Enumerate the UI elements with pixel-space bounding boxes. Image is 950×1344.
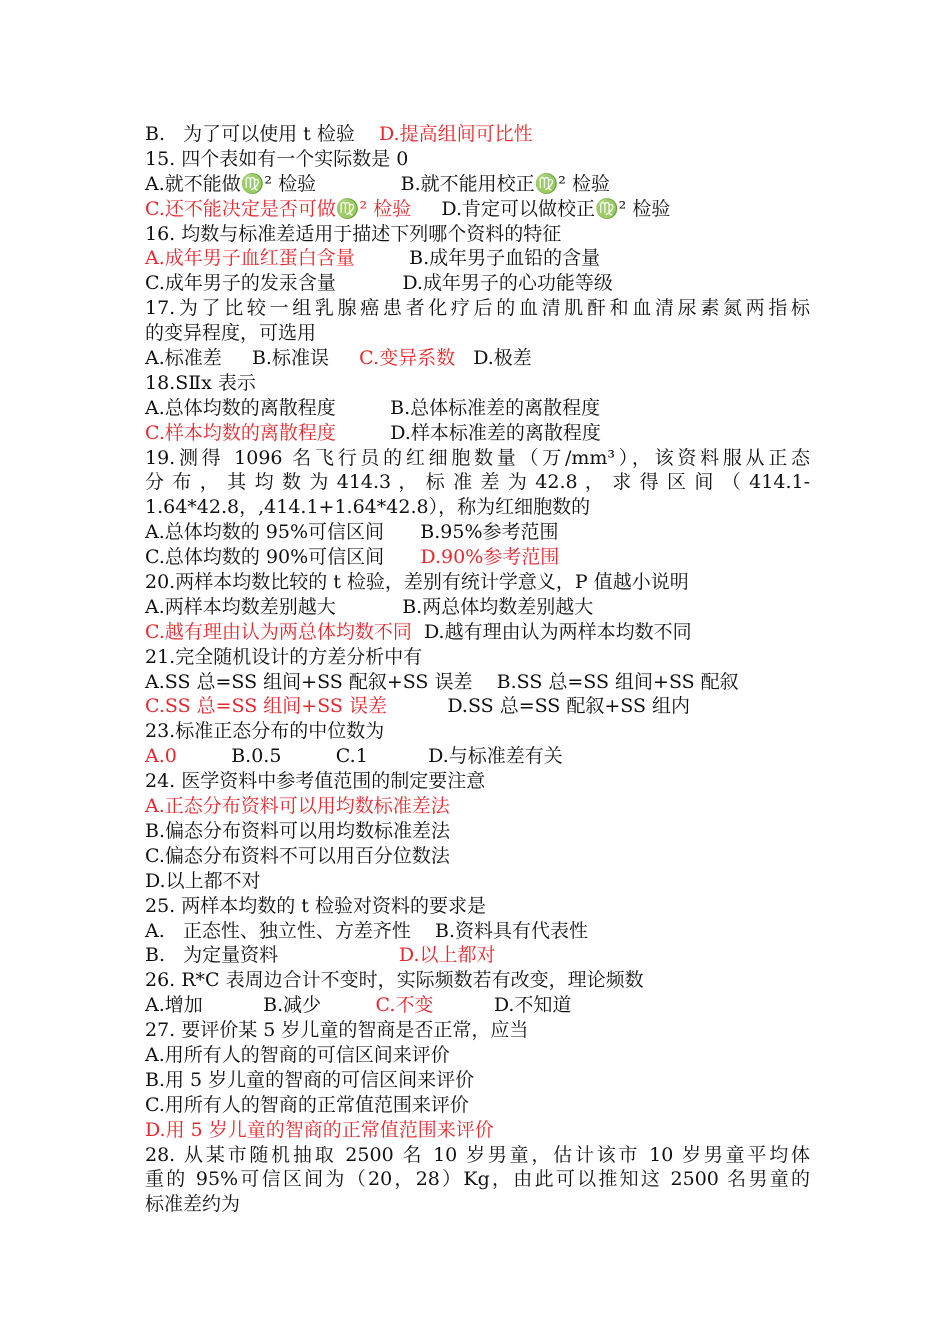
text-line <box>145 744 810 769</box>
line-text: A. 正态性、独立性、方差齐性 B.资料具有代表性 <box>145 919 589 942</box>
text-line <box>145 1093 810 1118</box>
text-line <box>145 670 810 695</box>
text-line <box>145 1068 810 1093</box>
line-text: 分 布 ， 其 均 数 为 414.3 ， 标 准 差 为 42.8 ， 求 得 区 间 （ 414.1- <box>145 471 810 494</box>
line-text: 25. 两样本均数的 t 检验对资料的要求是 <box>145 894 486 917</box>
answer-text: C.还不能决定是否可做♍² 检验 <box>145 197 412 220</box>
line-text: B. 为了可以使用 t 检验 <box>145 123 379 145</box>
text-line <box>145 321 810 346</box>
text-line <box>145 172 810 197</box>
line-text: 19.测得 1096 名飞行员的红细胞数量（万/mm³），该资料服从正态 <box>145 446 810 469</box>
line-text: A.两样本均数差别越大 B.两总体均数差别越大 <box>145 595 594 618</box>
line-text: 24. 医学资料中参考值范围的制定要注意 <box>145 770 486 793</box>
text-line <box>145 570 810 595</box>
text-line <box>145 446 810 471</box>
text-line <box>145 620 810 645</box>
line-text: D.极差 <box>455 347 532 370</box>
text-line <box>145 794 810 819</box>
text-line <box>145 968 810 993</box>
answer-text: D.用 5 岁儿童的智商的正常值范围来评价 <box>145 1118 494 1141</box>
text-line <box>145 645 810 670</box>
question-text-block <box>145 122 810 1217</box>
text-line <box>145 943 810 968</box>
line-text: B.0.5 C.1 D.与标准差有关 <box>176 745 563 768</box>
line-text: 15. 四个表如有一个实际数是 0 <box>145 147 409 170</box>
line-text: B.用 5 岁儿童的智商的可信区间来评价 <box>145 1068 475 1091</box>
answer-text: A.0 <box>145 745 177 768</box>
line-text: 21.完全随机设计的方差分析中有 <box>145 645 423 668</box>
answer-text: A.正态分布资料可以用均数标准差法 <box>145 795 450 818</box>
text-line <box>145 346 810 371</box>
text-line <box>145 694 810 719</box>
text-line <box>145 1143 810 1168</box>
line-text: A.就不能做♍² 检验 B.就不能用校正♍² 检验 <box>145 172 610 195</box>
line-text: C.成年男子的发汞含量 D.成年男子的心功能等级 <box>145 272 613 295</box>
answer-text: C.样本均数的离散程度 <box>145 421 336 444</box>
line-text: B.成年男子血铅的含量 <box>354 247 601 270</box>
text-line <box>145 1043 810 1068</box>
line-text: D.以上都不对 <box>145 869 261 892</box>
text-line <box>145 1167 810 1192</box>
line-text: 23.标准正态分布的中位数为 <box>145 720 385 743</box>
line-text: D.肯定可以做校正♍² 检验 <box>411 197 671 220</box>
line-text: 重的 95%可信区间为（20，28）Kg，由此可以推知这 2500 名男童的 <box>145 1168 810 1191</box>
text-line <box>145 819 810 844</box>
text-line <box>145 495 810 520</box>
line-text: A.增加 B.减少 <box>145 994 376 1017</box>
answer-text: C.越有理由认为两总体均数不同 <box>145 620 412 643</box>
line-text: 标准差约为 <box>145 1193 241 1216</box>
text-line <box>145 246 810 271</box>
line-text: A.标准差 B.标准误 <box>145 347 360 370</box>
line-text: D.不知道 <box>433 994 572 1017</box>
line-text: D.越有理由认为两样本均数不同 <box>411 620 692 643</box>
line-text: A.用所有人的智商的可信区间来评价 <box>145 1043 450 1066</box>
line-text: 18.SⅡx 表示 <box>145 371 256 394</box>
line-text: C.总体均数的 90%可信区间 <box>145 546 421 569</box>
line-text: C.偏态分布资料不可以用百分位数法 <box>145 844 450 867</box>
text-line <box>145 595 810 620</box>
answer-text: D.90%参考范围 <box>420 546 560 569</box>
text-line <box>145 396 810 421</box>
text-line <box>145 719 810 744</box>
line-text: A.总体均数的 95%可信区间 B.95%参考范围 <box>145 521 559 544</box>
text-line <box>145 520 810 545</box>
text-line <box>145 271 810 296</box>
text-line <box>145 296 810 321</box>
answer-text: C.SS 总=SS 组间+SS 误差 <box>145 695 387 718</box>
line-text: A.SS 总=SS 组间+SS 配叙+SS 误差 B.SS 总=SS 组间+SS 配叙 <box>145 670 739 693</box>
text-line <box>145 371 810 396</box>
line-text: 28. 从某市随机抽取 2500 名 10 岁男童，估计该市 10 岁男童平均体 <box>145 1143 810 1166</box>
line-text: 17.为了比较一组乳腺癌患者化疗后的血清肌酐和血清尿素氮两指标 <box>145 297 810 320</box>
line-text: D.SS 总=SS 配叙+SS 组内 <box>386 695 691 718</box>
text-line <box>145 869 810 894</box>
line-text: 27. 要评价某 5 岁儿童的智商是否正常，应当 <box>145 1019 529 1042</box>
line-text: 26. R*C 表周边合计不变时，实际频数若有改变，理论频数 <box>145 969 644 992</box>
answer-text: C.不变 <box>375 994 434 1017</box>
text-line <box>145 1018 810 1043</box>
text-line <box>145 769 810 794</box>
text-line <box>145 919 810 944</box>
line-text: 1.64*42.8，,414.1+1.64*42.8），称为红细胞数的 <box>145 496 591 519</box>
line-text: 20.两样本均数比较的 t 检验，差别有统计学意义，P 值越小说明 <box>145 571 689 594</box>
line-text: D.样本标准差的离散程度 <box>335 421 601 444</box>
text-line <box>145 545 810 570</box>
text-line <box>145 470 810 495</box>
answer-text: C.变异系数 <box>359 347 456 370</box>
answer-text: D.提高组间可比性 <box>379 123 533 145</box>
text-line <box>145 147 810 172</box>
line-text: 的变异程度，可选用 <box>145 322 317 345</box>
text-line <box>145 894 810 919</box>
line-text: B. 为定量资料 <box>145 944 399 967</box>
text-line <box>145 1192 810 1217</box>
text-line <box>145 122 810 147</box>
line-text: C.用所有人的智商的正常值范围来评价 <box>145 1093 469 1116</box>
text-line <box>145 1118 810 1143</box>
text-line <box>145 993 810 1018</box>
text-line <box>145 197 810 222</box>
text-line <box>145 844 810 869</box>
line-text: 16. 均数与标准差适用于描述下列哪个资料的特征 <box>145 222 562 245</box>
answer-text: A.成年男子血红蛋白含量 <box>145 247 355 270</box>
text-line <box>145 421 810 446</box>
line-text: A.总体均数的离散程度 B.总体标准差的离散程度 <box>145 396 601 419</box>
line-text: B.偏态分布资料可以用均数标准差法 <box>145 819 451 842</box>
answer-text: D.以上都对 <box>398 944 496 967</box>
text-line <box>145 222 810 247</box>
